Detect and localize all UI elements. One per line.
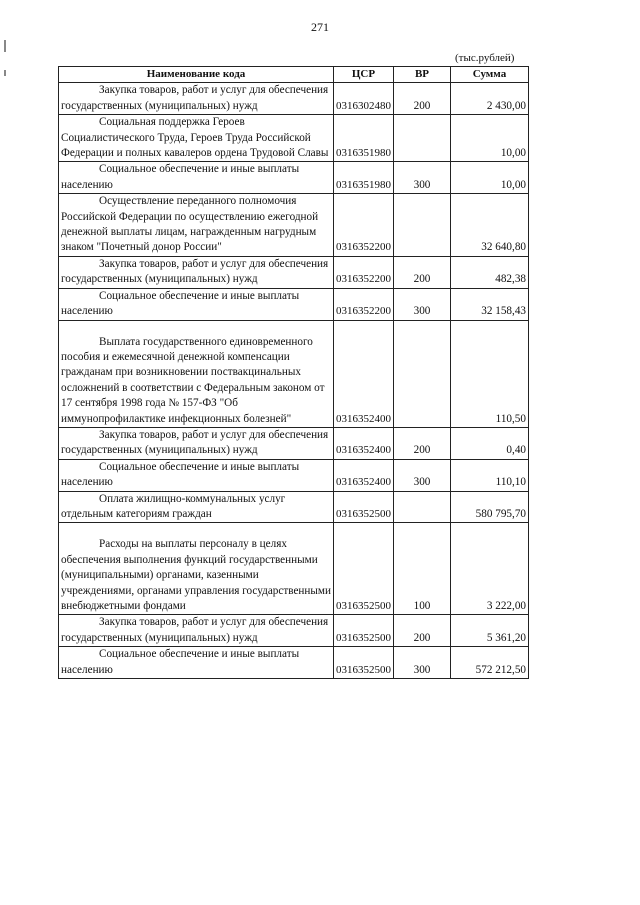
row-csr: 0316302480: [334, 83, 394, 115]
row-sum: 110,50: [451, 320, 529, 427]
row-name: Закупка товаров, работ и услуг для обеспечения государственных (муниципальных) нужд: [59, 427, 334, 459]
row-name: Социальное обеспечение и иные выплаты населению: [59, 459, 334, 491]
margin-mark: [4, 40, 6, 52]
row-name: Оплата жилищно-коммунальных услуг отдельным категориям граждан: [59, 491, 334, 523]
row-csr: 0316352500: [334, 523, 394, 615]
row-sum: 482,38: [451, 256, 529, 288]
row-vr: [394, 115, 451, 162]
table-row: [59, 162, 529, 194]
row-csr: 0316352200: [334, 288, 394, 320]
header-vr: ВР: [394, 67, 451, 83]
units-label: (тыс.рублей): [455, 52, 515, 64]
row-csr: 0316352200: [334, 256, 394, 288]
row-csr: 0316352400: [334, 320, 394, 427]
row-csr: 0316352500: [334, 491, 394, 523]
row-name: Выплата государственного единовременного пособия и ежемесячной денежной компенсации гражданам при возникновении поствакцинальных осложнений в соответствии с Федеральным законом от 17 сентября 1998 года № 157-ФЗ "Об иммунопрофилактике инфекционных болезней": [59, 320, 334, 427]
table-row: [59, 459, 529, 491]
row-vr: [394, 194, 451, 257]
row-csr: 0316352400: [334, 459, 394, 491]
row-name: Социальное обеспечение и иные выплаты населению: [59, 162, 334, 194]
table-row: [59, 427, 529, 459]
row-sum: 3 222,00: [451, 523, 529, 615]
row-name: Закупка товаров, работ и услуг для обеспечения государственных (муниципальных) нужд: [59, 256, 334, 288]
table-row: [59, 647, 529, 679]
row-vr: [394, 320, 451, 427]
row-vr: 300: [394, 459, 451, 491]
row-vr: 300: [394, 647, 451, 679]
row-csr: 0316351980: [334, 162, 394, 194]
row-sum: 2 430,00: [451, 83, 529, 115]
row-vr: 300: [394, 162, 451, 194]
row-name: Расходы на выплаты персоналу в целях обеспечения выполнения функций государственными (муниципальными) органами, казенными учреждениями, органами управления государственными внебюджетными фондами: [59, 523, 334, 615]
table-row: [59, 194, 529, 257]
table-row: [59, 320, 529, 427]
table-row: [59, 256, 529, 288]
header-csr: ЦСР: [334, 67, 394, 83]
row-vr: 200: [394, 83, 451, 115]
row-name: Социальная поддержка Героев Социалистического Труда, Героев Труда Российской Федерации и полных кавалеров ордена Трудовой Славы: [59, 115, 334, 162]
row-sum: 110,10: [451, 459, 529, 491]
row-csr: 0316352200: [334, 194, 394, 257]
row-vr: [394, 491, 451, 523]
row-sum: 572 212,50: [451, 647, 529, 679]
row-name: Социальное обеспечение и иные выплаты населению: [59, 647, 334, 679]
row-csr: 0316352400: [334, 427, 394, 459]
table-header-row: [59, 67, 529, 83]
page-number: 271: [311, 20, 329, 34]
row-csr: 0316352500: [334, 615, 394, 647]
table-row: [59, 83, 529, 115]
row-vr: 300: [394, 288, 451, 320]
table-row: [59, 523, 529, 615]
row-csr: 0316351980: [334, 115, 394, 162]
table-row: [59, 491, 529, 523]
budget-table: [58, 66, 529, 679]
table-row: [59, 115, 529, 162]
row-sum: 32 158,43: [451, 288, 529, 320]
row-sum: 10,00: [451, 162, 529, 194]
row-sum: 5 361,20: [451, 615, 529, 647]
row-sum: 580 795,70: [451, 491, 529, 523]
row-name: Закупка товаров, работ и услуг для обеспечения государственных (муниципальных) нужд: [59, 83, 334, 115]
header-name: Наименование кода: [59, 67, 334, 83]
row-vr: 200: [394, 427, 451, 459]
row-sum: 32 640,80: [451, 194, 529, 257]
row-vr: 200: [394, 615, 451, 647]
margin-mark: [4, 70, 6, 76]
row-name: Закупка товаров, работ и услуг для обеспечения государственных (муниципальных) нужд: [59, 615, 334, 647]
header-sum: Сумма: [451, 67, 529, 83]
row-sum: 10,00: [451, 115, 529, 162]
table-row: [59, 288, 529, 320]
table-row: [59, 615, 529, 647]
row-vr: 200: [394, 256, 451, 288]
row-csr: 0316352500: [334, 647, 394, 679]
row-sum: 0,40: [451, 427, 529, 459]
row-vr: 100: [394, 523, 451, 615]
row-name: Осуществление переданного полномочия Российской Федерации по осуществлению ежегодной денежной выплаты лицам, награжденным нагрудным знаком "Почетный донор России": [59, 194, 334, 257]
row-name: Социальное обеспечение и иные выплаты населению: [59, 288, 334, 320]
